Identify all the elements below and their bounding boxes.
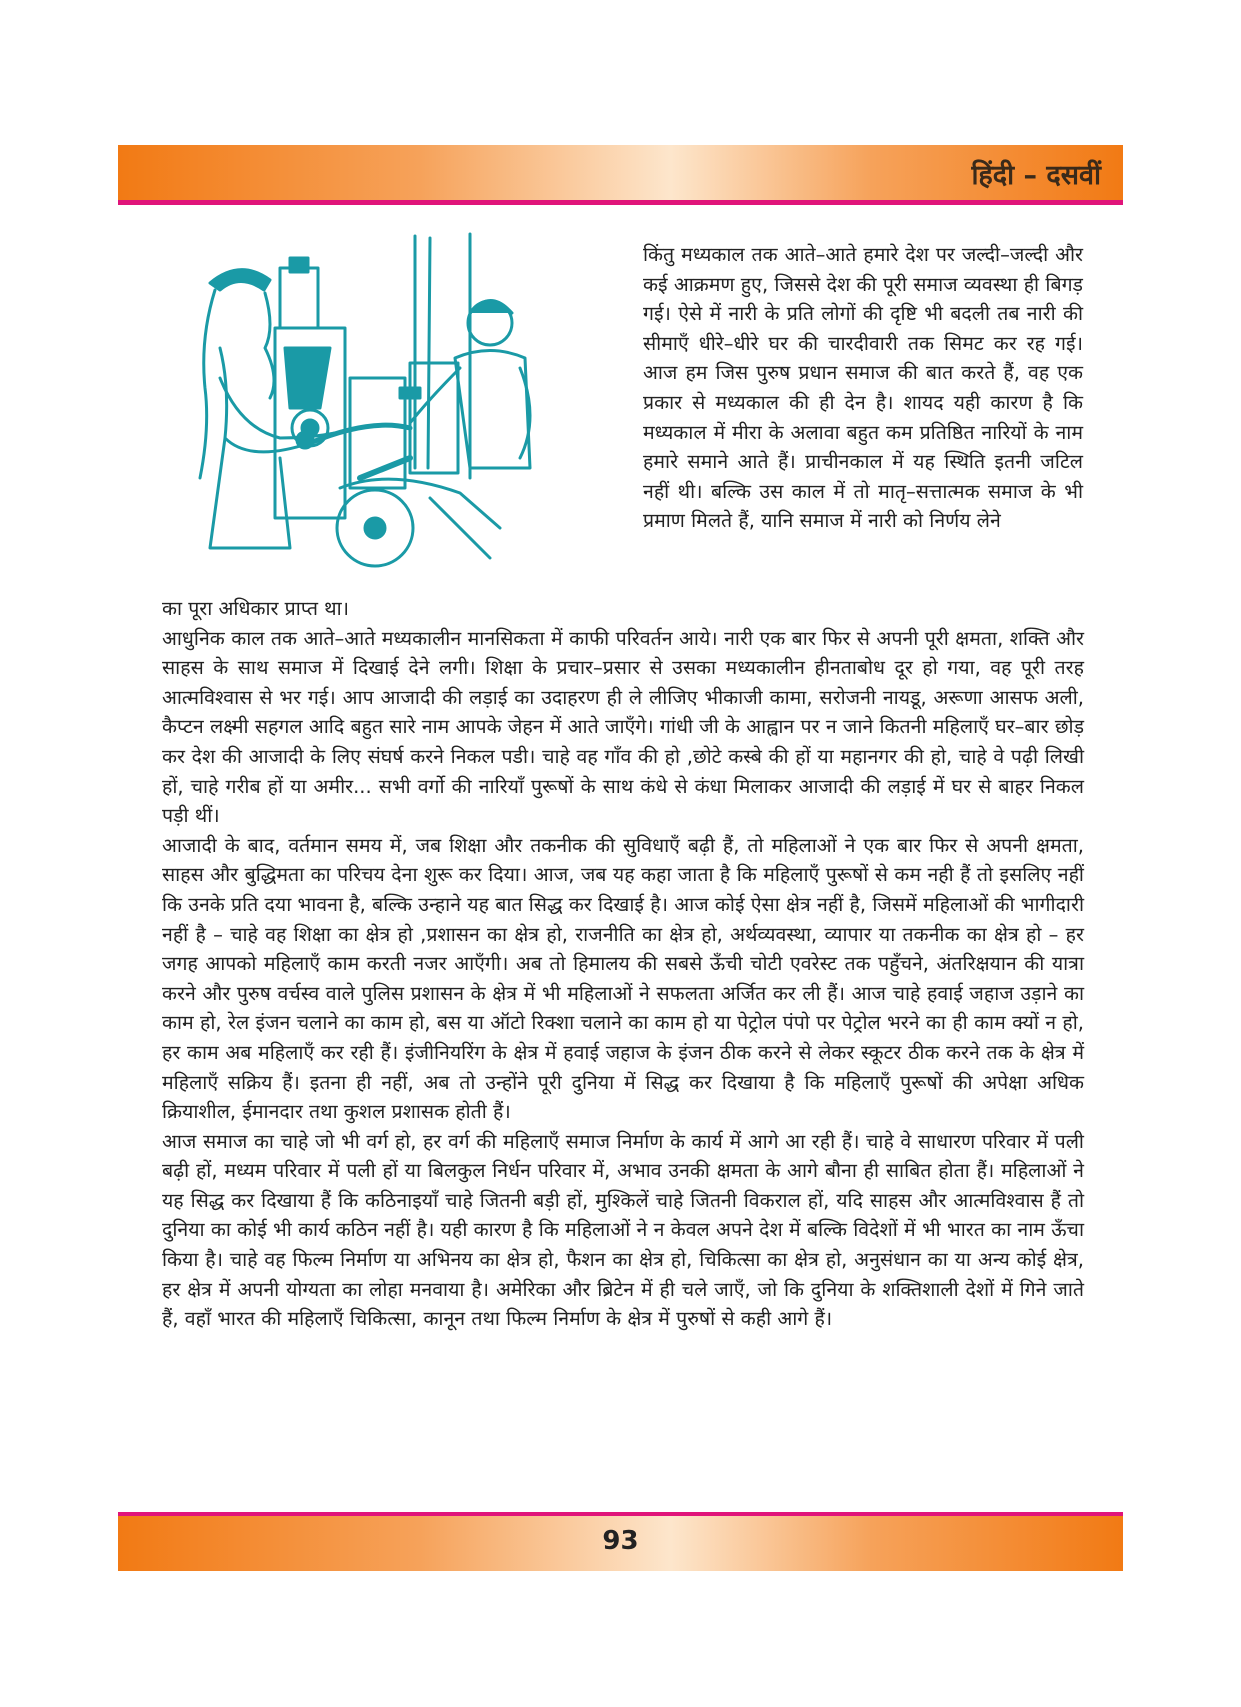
woman-at-petrol-pump-illustration xyxy=(170,228,590,573)
paragraph: का पूरा अधिकार प्राप्त था। xyxy=(162,597,350,620)
page-header-band xyxy=(118,145,1123,200)
page-number: 93 xyxy=(602,1526,639,1556)
header-divider xyxy=(118,200,1123,205)
paragraph: आज समाज का चाहे जो भी वर्ग हो, हर वर्ग की महिलाएँ समाज निर्माण के कार्य में आगे आ रही हैं। चाहे वे साधारण परिवार में पली बढ़ी हों, मध्यम परिवार में पली हों या बिलकुल निर्धन परिवार में, अभाव उनकी क्षमता के आगे बौना ही साबित होता हैं। महिलाओं ने यह सिद्ध कर दिखाया हैं कि कठिनाइयाँ चाहे जितनी बड़ी हों, मुश्किलें चाहे जितनी विकराल हों, यदि साहस और आत्मविश्वास हैं तो दुनिया का कोई भी कार्य कठिन नहीं है। यही कारण है कि महिलाओं ने न केवल अपने देश में बल्कि विदेशों में भी भारत का नाम ऊँचा किया है। चाहे वह फिल्म निर्माण या अभिनय का क्षेत्र हो, फैशन का क्षेत्र हो, चिकित्सा का क्षेत्र हो, अनुसंधान का या अन्य कोई क्षेत्र, हर क्षेत्र में अपनी योग्यता का लोहा मनवाया है। अमेरिका और ब्रिटेन में ही चले जाएँ, जो कि दुनिया के शक्तिशाली देशों में गिने जाते हैं, वहाँ भारत की महिलाएँ चिकित्सा, कानून तथा फिल्म निर्माण के क्षेत्र में पुरुषों से कही आगे हैं। xyxy=(162,1129,1084,1331)
paragraph: आधुनिक काल तक आते–आते मध्यकालीन मानसिकता में काफी परिवर्तन आये। नारी एक बार फिर से अपनी पूरी क्षमता, शक्ति और साहस के साथ समाज में दिखाई देने लगी। शिक्षा के प्रचार–प्रसार से उसका मध्यकालीन हीनताबोध दूर हो गया, वह पूरी तरह आत्मविश्वास से भर गई। आप आजादी की लड़ाई का उदाहरण ही ले लीजिए भीकाजी कामा, सरोजनी नायडू, अरूणा आसफ अली, कैप्टन लक्ष्मी सहगल आदि बहुत सारे नाम आपके जेहन में आते जाएँगे। गांधी जी के आह्वान पर न जाने कितनी महिलाएँ घर–बार छोड़ कर देश की आजादी के लिए संघर्ष करने निकल पडी। चाहे वह गाँव की हो ,छोटे कस्बे की हों या महानगर की हो, चाहे वे पढ़ी लिखी हों, चाहे गरीब हों या अमीर... सभी वर्गो की नारियाँ पुरूषों के साथ कंधे से कंधा मिलाकर आजादी की लड़ाई में घर से बाहर निकल पड़ी थीं। xyxy=(162,626,1084,828)
page-footer-band xyxy=(118,1516,1123,1571)
body-text xyxy=(162,594,1084,1334)
intro-paragraph: किंतु मध्यकाल तक आते–आते हमारे देश पर जल्दी–जल्दी और कई आक्रमण हुए, जिससे देश की पूरी समाज व्यवस्था ही बिगड़ गई। ऐसे में नारी के प्रति लोगों की दृष्टि भी बदली तब नारी की सीमाएँ धीरे–धीरे घर की चारदीवारी तक सिमट कर रह गई। आज हम जिस पुरुष प्रधान समाज की बात करते हैं, वह एक प्रकार से मध्यकाल की ही देन है। शायद यही कारण है कि मध्यकाल में मीरा के अलावा बहुत कम प्रतिष्ठित नारियों के नाम हमारे समाने आते हैं। प्राचीनकाल में यह स्थिति इतनी जटिल नहीं थी। बल्कि उस काल में तो मातृ–सत्तात्मक समाज के भी प्रमाण मिलते हैं, यानि समाज में नारी को निर्णय लेने xyxy=(643,243,1083,533)
book-title: हिंदी – दसवीं xyxy=(971,160,1101,191)
paragraph: आजादी के बाद, वर्तमान समय में, जब शिक्षा और तकनीक की सुविधाएँ बढ़ी हैं, तो महिलाओं ने एक बार फिर से अपनी क्षमता, साहस और बुद्धिमता का परिचय देना शुरू कर दिया। आज, जब यह कहा जाता है कि महिलाएँ पुरूषों से कम नही हैं तो इसलिए नहीं कि उनके प्रति दया भावना है, बल्कि उन्हाने यह बात सिद्ध कर दिखाई है। आज कोई ऐसा क्षेत्र नहीं है, जिसमें महिलाओं की भागीदारी नहीं है – चाहे वह शिक्षा का क्षेत्र हो ,प्रशासन का क्षेत्र हो, राजनीति का क्षेत्र हो, अर्थव्यवस्था, व्यापार या तकनीक का क्षेत्र हो – हर जगह आपको महिलाएँ काम करती नजर आएँगी। अब तो हिमालय की सबसे ऊँची चोटी एवरेस्ट तक पहुँचने, अंतरिक्षयान की यात्रा करने और पुरुष वर्चस्व वाले पुलिस प्रशासन के क्षेत्र में भी महिलाओं ने सफलता अर्जित कर ली हैं। आज चाहे हवाई जहाज उड़ाने का काम हो, रेल इंजन चलाने का काम हो, बस या ऑटो रिक्शा चलाने का काम हो या पेट्रोल पंपो पर पेट्रोल भरने का ही काम क्यों न हो, हर काम अब महिलाएँ कर रही हैं। इंजीनियरिंग के क्षेत्र में हवाई जहाज के इंजन ठीक करने से लेकर स्कूटर ठीक करने तक के क्षेत्र में महिलाएँ सक्रिय हैं। इतना ही नहीं, अब तो उन्होंने पूरी दुनिया में सिद्ध कर दिखाया है कि महिलाएँ पुरूषों की अपेक्षा अधिक क्रियाशील, ईमानदार तथा कुशल प्रशासक होती हैं। xyxy=(162,833,1084,1124)
